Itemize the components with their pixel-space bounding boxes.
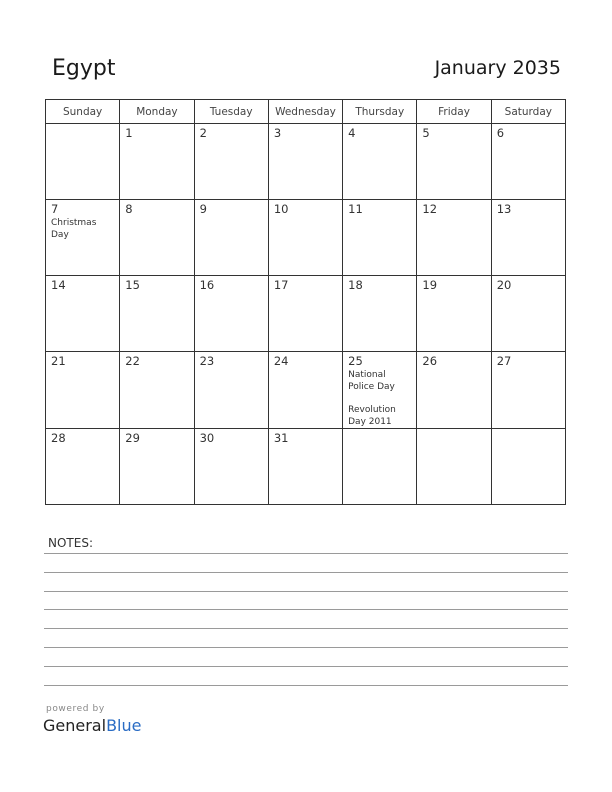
weekday-friday: Friday xyxy=(417,100,491,124)
country-title: Egypt xyxy=(52,56,116,81)
day-cell xyxy=(120,124,194,200)
day-cell xyxy=(491,276,565,352)
weekday-sunday: Sunday xyxy=(46,100,120,124)
day-number: 2 xyxy=(199,126,207,140)
note-line xyxy=(44,685,568,686)
weekday-wednesday: Wednesday xyxy=(268,100,342,124)
day-number: 5 xyxy=(422,126,430,140)
day-cell xyxy=(417,352,491,429)
day-cell xyxy=(194,276,268,352)
day-number: 19 xyxy=(422,278,438,292)
day-cell xyxy=(46,429,120,505)
powered-by-text: powered by xyxy=(46,704,105,714)
day-cell xyxy=(343,276,417,352)
day-cell xyxy=(417,124,491,200)
day-cell xyxy=(46,352,120,429)
day-cell xyxy=(343,200,417,276)
weekday-tuesday: Tuesday xyxy=(194,100,268,124)
day-cell xyxy=(491,429,565,505)
day-number: 18 xyxy=(348,278,363,292)
note-line xyxy=(44,572,568,573)
day-cell xyxy=(46,276,120,352)
day-cell xyxy=(268,200,342,276)
weekday-saturday: Saturday xyxy=(491,100,565,124)
day-number: 12 xyxy=(422,202,438,216)
day-number: 26 xyxy=(422,354,438,368)
day-number: 7 xyxy=(51,202,59,216)
day-number: 13 xyxy=(496,202,512,216)
week-row xyxy=(46,429,566,505)
day-cell xyxy=(194,200,268,276)
day-cell xyxy=(194,352,268,429)
day-cell xyxy=(491,352,565,429)
weekday-thursday: Thursday xyxy=(343,100,417,124)
note-line xyxy=(44,553,568,554)
day-cell xyxy=(417,200,491,276)
day-cell xyxy=(120,429,194,505)
day-number: 28 xyxy=(51,431,66,445)
day-number: 20 xyxy=(496,278,512,292)
week-row xyxy=(46,124,566,200)
day-number: 15 xyxy=(125,278,140,292)
day-number: 30 xyxy=(199,431,215,445)
day-cell xyxy=(46,124,120,200)
day-cell xyxy=(343,429,417,505)
day-cell xyxy=(417,276,491,352)
week-row xyxy=(46,352,566,429)
day-number: 8 xyxy=(125,202,133,216)
day-cell xyxy=(194,429,268,505)
day-number: 4 xyxy=(348,126,356,140)
day-cell xyxy=(46,200,120,276)
week-row xyxy=(46,200,566,276)
day-cell xyxy=(491,124,565,200)
day-cell xyxy=(268,429,342,505)
week-row xyxy=(46,276,566,352)
day-number: 17 xyxy=(273,278,289,292)
day-cell xyxy=(120,200,194,276)
day-cell xyxy=(268,124,342,200)
day-number: 27 xyxy=(496,354,512,368)
day-number: 10 xyxy=(273,202,289,216)
weekday-header-row xyxy=(46,100,566,124)
day-cell xyxy=(194,124,268,200)
day-cell xyxy=(268,276,342,352)
day-number: 9 xyxy=(199,202,207,216)
day-number: 14 xyxy=(51,278,66,292)
day-number: 3 xyxy=(273,126,282,140)
day-number: 25 xyxy=(348,354,363,368)
note-line xyxy=(44,666,568,667)
day-number: 31 xyxy=(273,431,289,445)
day-number: 1 xyxy=(125,126,133,140)
day-cell xyxy=(268,352,342,429)
calendar-grid xyxy=(45,99,566,505)
day-number: 16 xyxy=(199,278,215,292)
day-cell xyxy=(417,429,491,505)
note-line xyxy=(44,628,568,629)
day-cell xyxy=(120,352,194,429)
day-cell xyxy=(491,200,565,276)
notes-label: NOTES: xyxy=(48,536,93,550)
day-number: 11 xyxy=(348,202,363,216)
day-cell xyxy=(343,124,417,200)
note-line xyxy=(44,591,568,592)
day-number: 22 xyxy=(125,354,140,368)
month-title: January 2035 xyxy=(434,57,561,79)
day-number: 24 xyxy=(273,354,289,368)
note-line xyxy=(44,609,568,610)
day-number: 29 xyxy=(125,431,140,445)
holiday-label: National Police Day xyxy=(348,370,395,392)
day-number: 21 xyxy=(51,354,66,368)
weekday-monday: Monday xyxy=(120,100,194,124)
day-number: 6 xyxy=(496,126,505,140)
holiday-label: Revolution Day 2011 xyxy=(348,405,396,427)
note-line xyxy=(44,647,568,648)
day-cell xyxy=(343,352,417,429)
holiday-label: Christmas Day xyxy=(51,218,97,240)
day-cell xyxy=(120,276,194,352)
day-number: 23 xyxy=(199,354,215,368)
brand-blue: Blue xyxy=(106,716,142,735)
brand-logo xyxy=(43,716,141,735)
brand-general: General xyxy=(43,716,107,735)
